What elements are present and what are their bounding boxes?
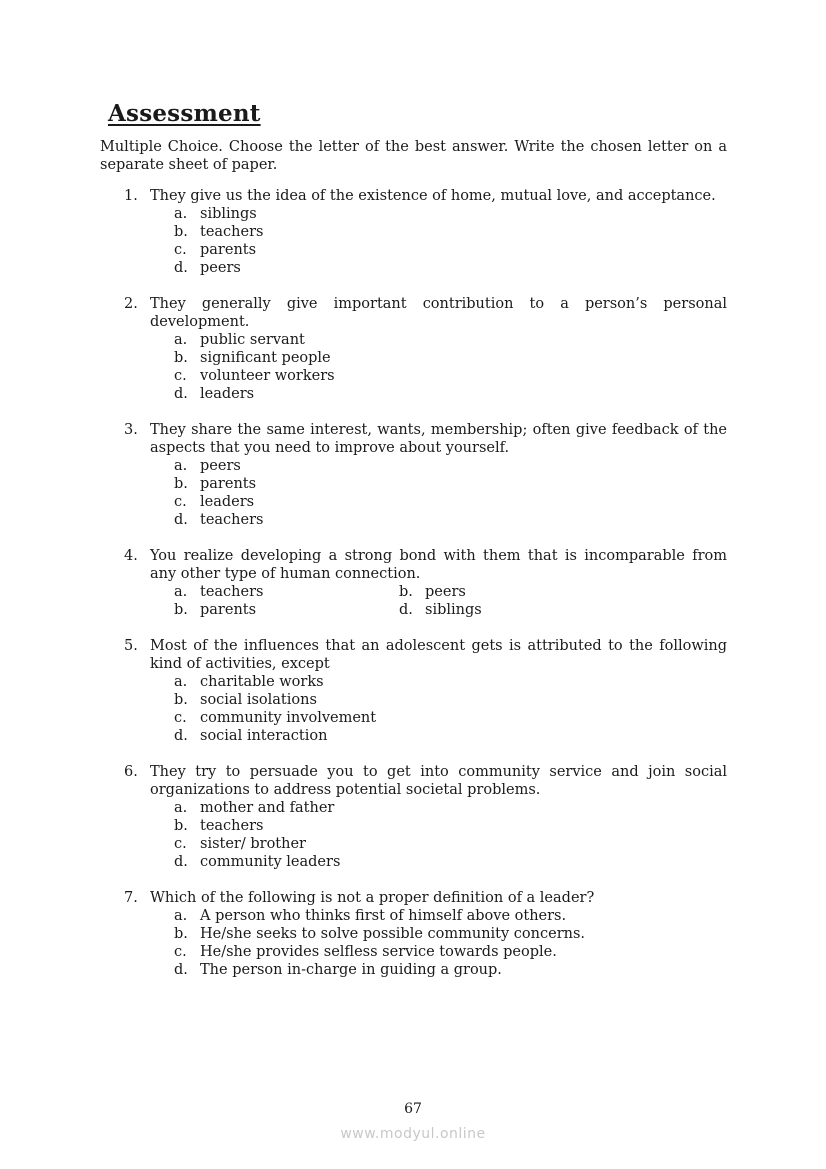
question-text: They generally give important contribution to a person’s personal development. xyxy=(150,296,727,330)
option-d: d. leaders xyxy=(174,386,255,402)
option-d: d. peers xyxy=(174,260,241,276)
question-2 xyxy=(100,295,727,403)
question-text: Which of the following is not a proper definition of a leader? xyxy=(150,890,595,906)
option-c: c. parents xyxy=(174,242,257,258)
option-list xyxy=(174,583,727,619)
option-a: a. charitable works xyxy=(174,674,324,690)
question-text: They give us the idea of the existence of home, mutual love, and acceptance. xyxy=(150,188,716,204)
watermark: www.modyul.online xyxy=(340,1126,486,1142)
option-c: c. sister/ brother xyxy=(174,836,306,852)
option-list xyxy=(174,673,727,745)
question-3 xyxy=(100,421,727,529)
option-d: d. social interaction xyxy=(174,728,328,744)
option-list xyxy=(174,799,727,871)
question-number: 6. xyxy=(124,764,138,780)
option-c: c. community involvement xyxy=(174,710,377,726)
question-number: 5. xyxy=(124,638,138,654)
option-c: c. leaders xyxy=(174,494,255,510)
option-b-peers: b. peers xyxy=(399,584,466,600)
option-a: a. peers xyxy=(174,458,241,474)
instructions: Multiple Choice. Choose the letter of the best answer. Write the chosen letter on a separate sheet of paper. xyxy=(100,139,727,173)
option-b: b. teachers xyxy=(174,818,264,834)
option-a: a. A person who thinks first of himself above others. xyxy=(174,908,567,924)
question-number: 2. xyxy=(124,296,138,312)
option-b: b. significant people xyxy=(174,350,331,366)
option-d: d. community leaders xyxy=(174,854,341,870)
option-b-parents: b. parents xyxy=(174,602,257,618)
option-d: d. teachers xyxy=(174,512,264,528)
question-1 xyxy=(100,187,727,277)
question-text: You realize developing a strong bond with them that is incomparable from any other type of human connection. xyxy=(150,548,727,582)
option-b: b. parents xyxy=(174,476,257,492)
page-title: Assessment xyxy=(108,100,261,127)
question-7 xyxy=(100,889,727,979)
option-a: a. teachers xyxy=(174,584,264,600)
option-list xyxy=(174,205,727,277)
option-d: d. siblings xyxy=(399,602,482,618)
question-number: 7. xyxy=(124,890,138,906)
option-a: a. siblings xyxy=(174,206,257,222)
option-b: b. teachers xyxy=(174,224,264,240)
question-text: Most of the influences that an adolescent gets is attributed to the following kind of activities, except xyxy=(150,638,727,672)
question-text: They try to persuade you to get into community service and join social organizations to address potential societal problems. xyxy=(150,764,727,798)
option-d: d. The person in-charge in guiding a group. xyxy=(174,962,502,978)
option-b: b. social isolations xyxy=(174,692,317,708)
option-b: b. He/she seeks to solve possible community concerns. xyxy=(174,926,586,942)
question-4 xyxy=(100,547,727,619)
question-number: 3. xyxy=(124,422,138,438)
option-a: a. mother and father xyxy=(174,800,335,816)
question-5 xyxy=(100,637,727,745)
question-6 xyxy=(100,763,727,871)
question-number: 1. xyxy=(124,188,138,204)
option-list xyxy=(174,331,727,403)
question-text: They share the same interest, wants, membership; often give feedback of the aspects that you need to improve about yourself. xyxy=(150,422,727,456)
option-c: c. He/she provides selfless service towards people. xyxy=(174,944,557,960)
option-list xyxy=(174,457,727,529)
option-c: c. volunteer workers xyxy=(174,368,335,384)
option-a: a. public servant xyxy=(174,332,305,348)
option-list xyxy=(174,907,727,979)
page-number: 67 xyxy=(404,1101,422,1117)
question-number: 4. xyxy=(124,548,138,564)
question-list xyxy=(100,187,727,997)
